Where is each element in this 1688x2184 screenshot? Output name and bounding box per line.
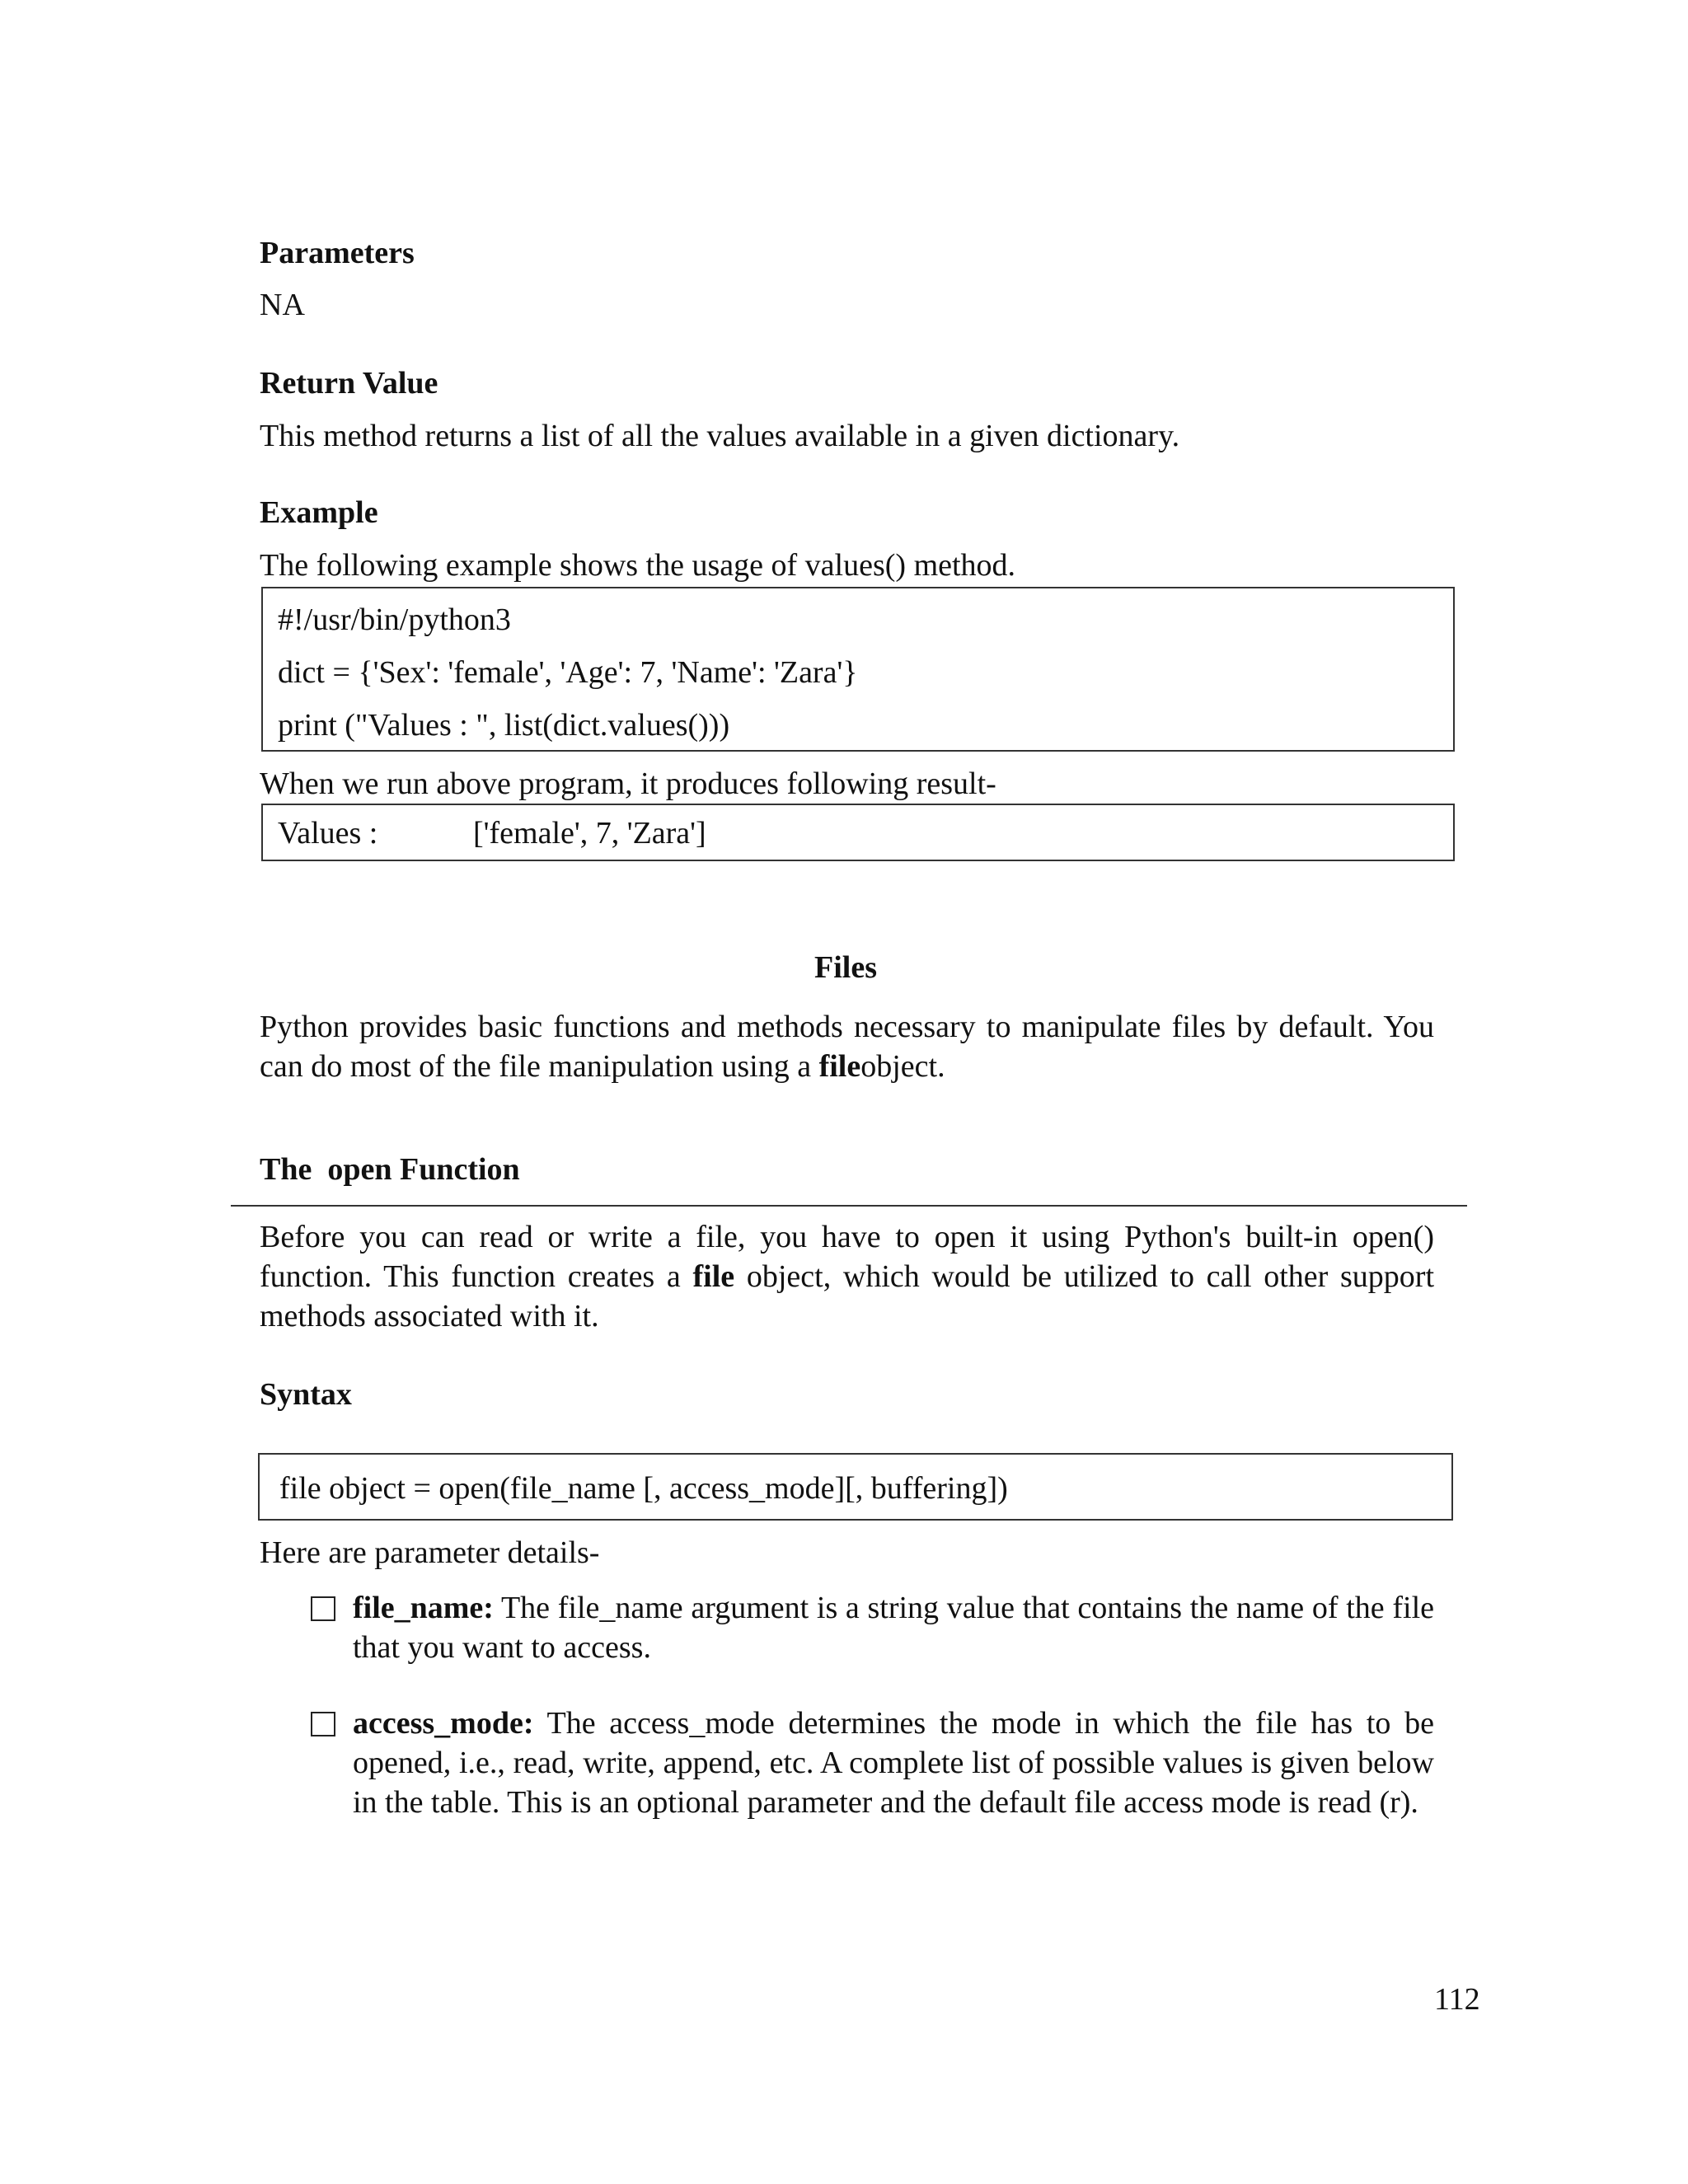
page-number: 112: [1434, 1982, 1480, 2017]
result-intro: When we run above program, it produces following result-: [260, 766, 996, 801]
open-function-heading: The open Function: [260, 1152, 520, 1187]
files-paragraph: [260, 1007, 1434, 1086]
open-para-bold: file: [692, 1259, 735, 1294]
param-term: access_mode:: [353, 1706, 534, 1741]
param-term: file_name:: [353, 1591, 494, 1625]
files-para-text: Python provides basic functions and methods necessary to manipulate files by default. You can do most of the file manipulation using a: [260, 1010, 1434, 1084]
return-value-heading: Return Value: [260, 366, 438, 401]
open-function-paragraph: [260, 1217, 1434, 1336]
checkbox-bullet-icon: [311, 1596, 335, 1621]
details-intro: Here are parameter details-: [260, 1535, 600, 1570]
param-item-file-name: [353, 1588, 1434, 1667]
syntax-heading: Syntax: [260, 1377, 352, 1412]
code-line: #!/usr/bin/python3: [278, 602, 511, 637]
open-para-text-end: object, which would be utilized to call other support methods associated with it.: [260, 1259, 1434, 1333]
code-line: print ("Values : ", list(dict.values())): [278, 708, 730, 743]
example-intro: The following example shows the usage of values() method.: [260, 548, 1016, 583]
section-divider: [231, 1205, 1467, 1207]
files-heading: Files: [814, 950, 877, 985]
param-description: The file_name argument is a string value that contains the name of the file that you want to access.: [353, 1591, 1434, 1665]
checkbox-bullet-icon: [311, 1712, 335, 1736]
files-para-text-end: object.: [860, 1049, 945, 1084]
code-block: [261, 587, 1455, 752]
example-heading: Example: [260, 495, 378, 530]
output-label: Values :: [278, 816, 378, 851]
parameters-heading: Parameters: [260, 236, 415, 270]
code-line: dict = {'Sex': 'female', 'Age': 7, 'Name': 'Zara'}: [278, 655, 858, 690]
return-value-text: This method returns a list of all the values available in a given dictionary.: [260, 419, 1180, 453]
parameters-text: NA: [260, 288, 305, 322]
output-block: [261, 804, 1455, 861]
param-item-access-mode: [353, 1704, 1434, 1822]
syntax-block: [258, 1453, 1453, 1521]
syntax-code: file object = open(file_name [, access_mode][, buffering]): [279, 1471, 1008, 1506]
param-description: The access_mode determines the mode in which the file has to be opened, i.e., read, write, append, etc. A complete list of possible values is given below in the table. This is an optional parameter and the default file access mode is read (r).: [353, 1706, 1434, 1820]
output-value: ['female', 7, 'Zara']: [473, 816, 706, 851]
files-para-bold: file: [818, 1049, 861, 1084]
open-para-text: Before you can read or write a file, you have to open it using Python's built-in open() function. This function creates a: [260, 1220, 1434, 1294]
